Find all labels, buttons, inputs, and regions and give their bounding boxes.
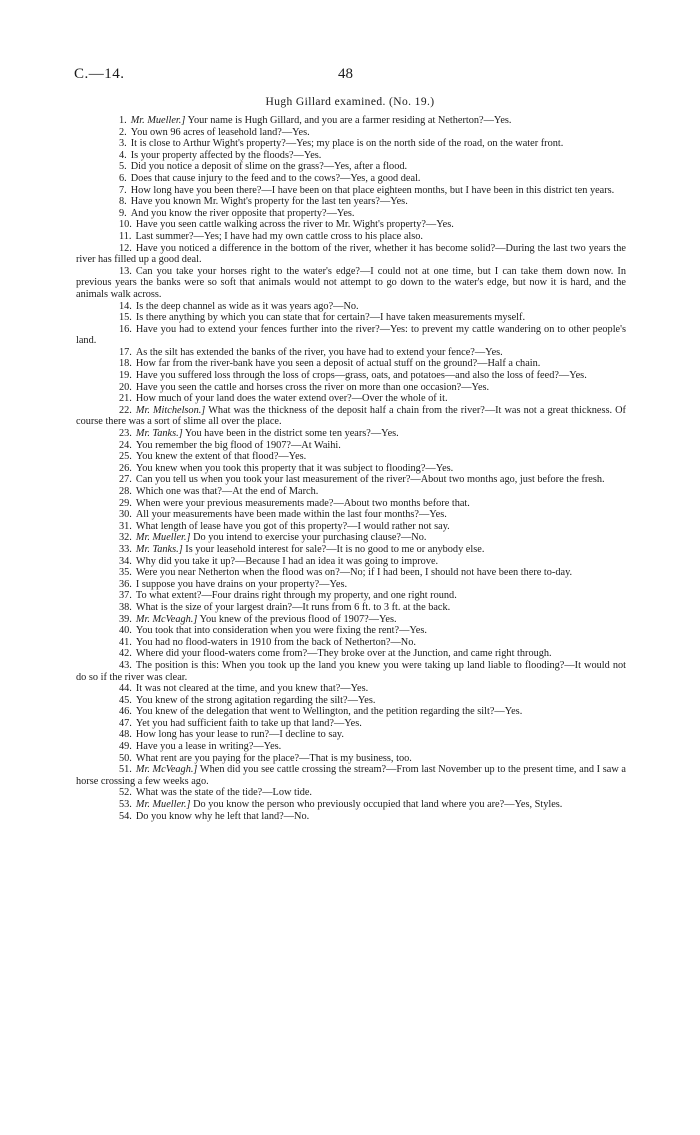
paragraph-text: You knew when you took this property that it was subject to flooding?—Yes. <box>135 462 454 474</box>
question-number: 11. <box>119 230 132 242</box>
paragraph-text: Have you a lease in writing?—Yes. <box>135 741 282 753</box>
question-answer-paragraph <box>76 764 626 787</box>
question-number: 6. <box>119 172 127 184</box>
question-number: 22. <box>119 404 132 416</box>
question-answer-paragraph <box>76 312 626 324</box>
question-answer-paragraph <box>76 301 626 313</box>
question-number: 36. <box>119 578 132 590</box>
question-number: 14. <box>119 300 132 312</box>
page-number: 48 <box>338 66 353 82</box>
paragraph-text: You knew of the strong agitation regarding the silt?—Yes. <box>135 694 376 706</box>
question-answer-paragraph <box>76 208 626 220</box>
question-answer-paragraph <box>76 648 626 660</box>
testimony-body <box>76 115 626 822</box>
question-number: 44. <box>119 683 132 695</box>
question-number: 27. <box>119 474 132 486</box>
question-answer-paragraph <box>76 637 626 649</box>
question-number: 53. <box>119 799 132 811</box>
examiner-name: Mr. Mueller.] <box>130 115 186 126</box>
question-answer-paragraph <box>76 393 626 405</box>
examiner-name: Mr. McVeagh.] <box>135 613 198 625</box>
question-number: 51. <box>119 764 132 776</box>
examiner-name: Mr. Tanks.] <box>135 543 183 555</box>
paragraph-text: Do you know why he left that land?—No. <box>135 810 310 822</box>
question-number: 49. <box>119 741 132 753</box>
question-number: 39. <box>119 613 132 625</box>
question-number: 40. <box>119 625 132 637</box>
paragraph-text: Why did you take it up?—Because I had an idea it was going to improve. <box>135 555 439 567</box>
question-answer-paragraph <box>76 486 626 498</box>
question-answer-paragraph <box>76 405 626 428</box>
examiner-name: Mr. Mueller.] <box>135 532 191 544</box>
question-answer-paragraph <box>76 741 626 753</box>
paragraph-text: All your measurements have been made within the last four months?—Yes. <box>135 509 447 521</box>
paragraph-text: Have you had to extend your fences further into the river?—Yes: to prevent my cattle wandering on to other people's land. <box>76 323 626 347</box>
paragraph-text: Can you take your horses right to the water's edge?—I could not at one time, but I can take them down now. In previous years the banks were so soft that animals would not attempt to go down to the water's edge, but now it is hard, and the animals walk across. <box>76 265 626 300</box>
question-number: 1. <box>119 115 127 126</box>
paragraph-text: Have you noticed a difference in the bottom of the river, whether it has become solid?—During the last two years the river has filled up a good deal. <box>76 242 626 266</box>
question-answer-paragraph <box>76 811 626 823</box>
question-answer-paragraph <box>76 544 626 556</box>
paragraph-text: When did you see cattle crossing the stream?—From last November up to the present time, and I saw a horse crossing a few weeks ago. <box>76 764 626 787</box>
question-number: 7. <box>119 184 127 196</box>
examiner-name: Mr. Mitchelson.] <box>135 404 206 416</box>
question-number: 38. <box>119 601 132 613</box>
question-number: 28. <box>119 486 132 497</box>
question-number: 37. <box>119 590 132 602</box>
question-number: 33. <box>119 543 132 555</box>
question-answer-paragraph <box>76 718 626 730</box>
question-number: 31. <box>119 520 132 532</box>
paragraph-text: You own 96 acres of leasehold land?—Yes. <box>130 126 310 138</box>
series-label: C.—14. <box>74 66 125 82</box>
paragraph-text: It was not cleared at the time, and you knew that?—Yes. <box>135 683 369 695</box>
paragraph-text: You knew the extent of that flood?—Yes. <box>135 451 307 463</box>
question-answer-paragraph <box>76 440 626 452</box>
question-answer-paragraph <box>76 532 626 544</box>
question-number: 19. <box>119 370 132 382</box>
paragraph-text: How long has your lease to run?—I decline to say. <box>135 729 344 741</box>
paragraph-text: You have been in the district some ten years?—Yes. <box>184 428 399 440</box>
examiner-name: Mr. McVeagh.] <box>135 764 198 776</box>
question-answer-paragraph <box>76 474 626 486</box>
paragraph-text: Do you intend to exercise your purchasing clause?—No. <box>193 532 427 544</box>
paragraph-text: Does that cause injury to the feed and to the cows?—Yes, a good deal. <box>130 172 421 184</box>
question-number: 45. <box>119 694 132 706</box>
paragraph-text: As the silt has extended the banks of the river, you have had to extend your fence?—Yes. <box>135 346 503 358</box>
question-answer-paragraph <box>76 382 626 394</box>
question-answer-paragraph <box>76 614 626 626</box>
question-answer-paragraph <box>76 127 626 139</box>
question-number: 16. <box>119 323 132 335</box>
paragraph-text: Is the deep channel as wide as it was years ago?—No. <box>135 300 359 312</box>
paragraph-text: Is your leasehold interest for sale?—It is no good to me or anybody else. <box>185 543 485 555</box>
question-answer-paragraph <box>76 231 626 243</box>
question-number: 43. <box>119 659 132 671</box>
question-answer-paragraph <box>76 428 626 440</box>
question-answer-paragraph <box>76 138 626 150</box>
question-number: 20. <box>119 381 132 393</box>
question-number: 52. <box>119 787 132 799</box>
examiner-name: Mr. Tanks.] <box>135 428 183 440</box>
question-number: 24. <box>119 439 132 451</box>
question-answer-paragraph <box>76 463 626 475</box>
question-answer-paragraph <box>76 185 626 197</box>
question-number: 54. <box>119 810 132 822</box>
question-answer-paragraph <box>76 451 626 463</box>
question-answer-paragraph <box>76 266 626 301</box>
question-answer-paragraph <box>76 695 626 707</box>
section-heading: Hugh Gillard examined. (No. 19.) <box>265 96 435 108</box>
paragraph-text: Can you tell us when you took your last measurement of the river?—About two months ago, just before the fresh. <box>135 474 605 486</box>
question-number: 4. <box>119 149 127 161</box>
question-answer-paragraph <box>76 219 626 231</box>
paragraph-text: Where did your flood-waters come from?—They broke over at the Junction, and came right through. <box>135 648 552 660</box>
paragraph-text: Did you notice a deposit of slime on the grass?—Yes, after a flood. <box>130 161 408 173</box>
question-answer-paragraph <box>76 660 626 683</box>
question-answer-paragraph <box>76 521 626 533</box>
question-number: 15. <box>119 312 132 324</box>
paragraph-text: What rent are you paying for the place?—That is my business, too. <box>135 752 412 764</box>
paragraph-text: Is your property affected by the floods?—Yes. <box>130 149 322 161</box>
question-answer-paragraph <box>76 787 626 799</box>
question-number: 48. <box>119 729 132 741</box>
question-number: 18. <box>119 358 132 370</box>
question-answer-paragraph <box>76 115 626 127</box>
question-number: 29. <box>119 497 132 509</box>
paragraph-text: Is there anything by which you can state that for certain?—I have taken measurements myself. <box>135 312 526 324</box>
paragraph-text: Do you know the person who previously occupied that land where you are?—Yes, Styles. <box>193 799 563 811</box>
paragraph-text: You knew of the previous flood of 1907?—Yes. <box>199 613 397 625</box>
question-number: 35. <box>119 567 132 579</box>
question-number: 26. <box>119 462 132 474</box>
paragraph-text: Yet you had sufficient faith to take up that land?—Yes. <box>135 717 362 729</box>
paragraph-text: Have you seen cattle walking across the river to Mr. Wight's property?—Yes. <box>135 219 454 231</box>
paragraph-text: What was the state of the tide?—Low tide. <box>135 787 313 799</box>
question-answer-paragraph <box>76 370 626 382</box>
paragraph-text: How much of your land does the water extend over?—Over the whole of it. <box>135 393 448 405</box>
question-answer-paragraph <box>76 683 626 695</box>
paragraph-text: You had no flood-waters in 1910 from the back of Netherton?—No. <box>135 636 416 648</box>
paragraph-text: You took that into consideration when you were fixing the rent?—Yes. <box>135 625 427 637</box>
question-answer-paragraph <box>76 324 626 347</box>
question-number: 3. <box>119 138 127 150</box>
question-answer-paragraph <box>76 590 626 602</box>
question-answer-paragraph <box>76 799 626 811</box>
question-number: 34. <box>119 555 132 567</box>
paragraph-text: Were you near Netherton when the flood was on?—No; if I had been, I should not have been there to-day. <box>135 567 573 579</box>
paragraph-text: Your name is Hugh Gillard, and you are a farmer residing at Netherton?—Yes. <box>187 115 512 126</box>
paragraph-text: Have you suffered loss through the loss of crops—grass, oats, and potatoes—and also the loss of feed?—Yes. <box>135 370 587 382</box>
question-number: 30. <box>119 509 132 521</box>
question-answer-paragraph <box>76 243 626 266</box>
question-answer-paragraph <box>76 161 626 173</box>
paragraph-text: It is close to Arthur Wight's property?—Yes; my place is on the north side of the road, on the water front. <box>130 138 564 150</box>
paragraph-text: What was the thickness of the deposit half a chain from the river?—It was not a great thickness. Of course there was a sort of slime all over the place. <box>76 404 626 428</box>
question-answer-paragraph <box>76 579 626 591</box>
paragraph-text: How long have you been there?—I have been on that place eighteen months, but I have been in this district ten years. <box>130 184 615 196</box>
question-number: 47. <box>119 717 132 729</box>
question-answer-paragraph <box>76 509 626 521</box>
paragraph-text: And you know the river opposite that property?—Yes. <box>130 207 355 219</box>
question-number: 46. <box>119 706 132 718</box>
question-number: 17. <box>119 346 132 358</box>
question-number: 50. <box>119 752 132 764</box>
page-header <box>74 66 672 86</box>
question-answer-paragraph <box>76 567 626 579</box>
question-answer-paragraph <box>76 347 626 359</box>
question-number: 9. <box>119 207 127 219</box>
paragraph-text: I suppose you have drains on your property?—Yes. <box>135 578 348 590</box>
paragraph-text: Last summer?—Yes; I have had my own cattle cross to his place also. <box>135 230 423 242</box>
paragraph-text: You remember the big flood of 1907?—At Waihi. <box>135 439 341 451</box>
paragraph-text: How far from the river-bank have you seen a deposit of actual stuff on the ground?—Half a chain. <box>135 358 541 370</box>
paragraph-text: Have you known Mr. Wight's property for the last ten years?—Yes. <box>130 196 408 208</box>
paragraph-text: What is the size of your largest drain?—It runs from 6 ft. to 3 ft. at the back. <box>135 601 451 613</box>
question-number: 42. <box>119 648 132 660</box>
question-number: 5. <box>119 161 127 173</box>
paragraph-text: The position is this: When you took up the land you knew you were taking up land liable to flooding?—It would not do so if the river was clear. <box>76 659 626 683</box>
question-answer-paragraph <box>76 498 626 510</box>
question-number: 41. <box>119 636 132 648</box>
paragraph-text: Have you seen the cattle and horses cross the river on more than one occasion?—Yes. <box>135 381 490 393</box>
paragraph-text: To what extent?—Four drains right through my property, and one right round. <box>135 590 457 602</box>
paragraph-text: Which one was that?—At the end of March. <box>135 486 319 497</box>
paragraph-text: When were your previous measurements made?—About two months before that. <box>135 497 470 509</box>
question-answer-paragraph <box>76 625 626 637</box>
question-number: 12. <box>119 242 132 254</box>
question-number: 13. <box>119 265 132 277</box>
examiner-name: Mr. Mueller.] <box>135 799 191 811</box>
question-number: 25. <box>119 451 132 463</box>
question-answer-paragraph <box>76 556 626 568</box>
paragraph-text: You knew of the delegation that went to Wellington, and the petition regarding the silt?—Yes. <box>135 706 523 718</box>
question-answer-paragraph <box>76 358 626 370</box>
question-number: 2. <box>119 126 127 138</box>
paragraph-text: What length of lease have you got of this property?—I would rather not say. <box>135 520 450 532</box>
question-answer-paragraph <box>76 196 626 208</box>
question-answer-paragraph <box>76 602 626 614</box>
question-answer-paragraph <box>76 150 626 162</box>
question-answer-paragraph <box>76 753 626 765</box>
question-number: 21. <box>119 393 132 405</box>
question-number: 23. <box>119 428 132 440</box>
question-answer-paragraph <box>76 173 626 185</box>
question-number: 10. <box>119 219 132 231</box>
question-number: 32. <box>119 532 132 544</box>
question-answer-paragraph <box>76 729 626 741</box>
question-number: 8. <box>119 196 127 208</box>
question-answer-paragraph <box>76 706 626 718</box>
